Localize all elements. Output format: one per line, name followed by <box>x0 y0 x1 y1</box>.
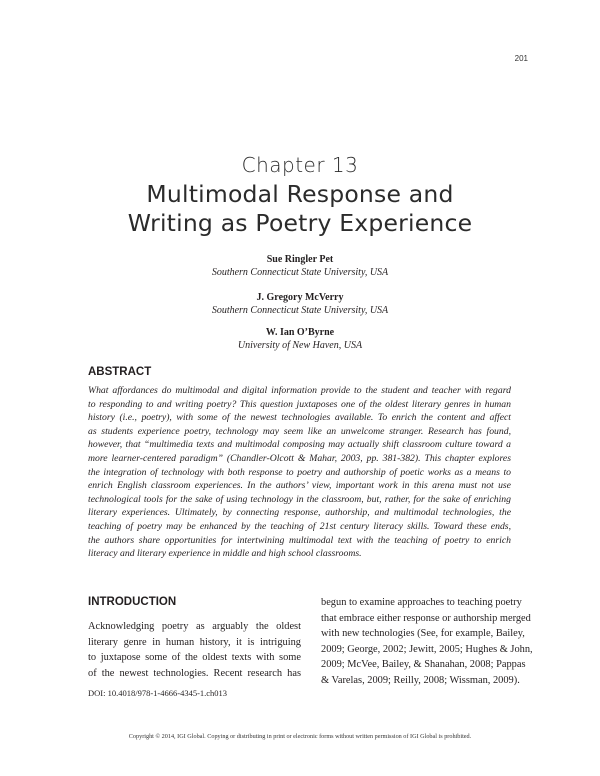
body-line: with new technologies (See, for example, Bailey, <box>321 628 525 639</box>
chapter-title-line: Writing as Poetry Experience <box>127 209 473 237</box>
abstract-line: What affordances do multimodal and digital information provide to the student and teacher with regard <box>88 385 511 396</box>
introduction-left-column <box>88 619 301 681</box>
body-line: 2009; McVee, Bailey, & Shanahan, 2008; Pappas <box>321 659 526 670</box>
author-affiliation: University of New Haven, USA <box>237 340 363 351</box>
abstract-line: the integration of technology with both response to poetry and authorship of poetic works as a means to <box>88 466 511 478</box>
abstract-line: teaching of poetry may be enhanced by the teaching of 21st century literacy skills. Toward these ends, <box>88 520 511 532</box>
body-line: & Varelas, 2009; Reilly, 2008; Wissman, 2009). <box>321 674 520 686</box>
author-affiliation: Southern Connecticut State University, USA <box>211 267 389 278</box>
body-line: of the newest technologies. Recent research has <box>88 667 301 679</box>
abstract-line: more learner-centered paradigm” (Chandler-Olcott & Mahar, 2003, pp. 381-382). This chapter explores <box>88 452 511 464</box>
abstract-line: the authors share opportunities for intertwining multimodal text with the teaching of poetry to enrich <box>88 534 511 546</box>
chapter-label: Chapter 13 <box>241 153 359 177</box>
abstract-line: as students experience poetry, technology may seem like an unwelcome stranger. Research has found, <box>88 425 511 437</box>
abstract-line: literacy and literary experience in middle and high school classrooms. <box>88 548 362 560</box>
author-block <box>0 253 600 279</box>
body-line: begun to examine approaches to teaching poetry <box>321 597 522 608</box>
abstract-line: to responding to and writing poetry? This question juxtaposes one of the oldest literary genres in human <box>88 398 511 410</box>
abstract-heading: ABSTRACT <box>88 366 152 378</box>
body-line: to juxtapose some of the oldest texts with some <box>88 652 301 663</box>
introduction-heading: INTRODUCTION <box>88 596 177 608</box>
introduction-right-column <box>321 595 533 688</box>
doi: DOI: 10.4018/978-1-4666-4345-1.ch013 <box>88 688 228 698</box>
abstract-body <box>88 384 511 561</box>
abstract-line: history (i.e., poetry), with some of the newest technologies available. To enrich the content and affect <box>88 412 511 424</box>
abstract-line: however, that “multimedia texts and multimodal composing may actually shift classroom culture toward a <box>88 439 511 451</box>
abstract-line: enrich English classroom experiences. In the authors’ view, important work in this arena must not use <box>88 480 511 492</box>
author-name: J. Gregory McVerry <box>256 292 344 303</box>
author-name: W. Ian O’Byrne <box>265 327 335 338</box>
author-block <box>0 291 600 317</box>
chapter-title-line: Multimodal Response and <box>146 180 454 208</box>
author-name: Sue Ringler Pet <box>266 254 334 265</box>
body-line: literary genre in human history, it is intriguing <box>88 636 301 648</box>
author-affiliation: Southern Connecticut State University, USA <box>211 305 389 316</box>
chapter-title <box>0 180 600 238</box>
author-block <box>0 326 600 352</box>
body-line: Acknowledging poetry as arguably the oldest <box>88 621 301 632</box>
copyright-notice: Copyright © 2014, IGI Global. Copying or distributing in print or electronic forms without written permission of IGI Global is prohibited. <box>128 733 472 740</box>
abstract-line: technological tools for the sake of using technology in the classroom, but, rather, for the sake of enriching <box>88 493 511 505</box>
body-line: that embrace either response or authorship merged <box>321 612 531 624</box>
body-line: 2009; George, 2002; Jewitt, 2005; Hughes & John, <box>321 643 533 655</box>
abstract-line: literary experiences. Ultimately, by connecting response, authorship, and multimodal technologies, the <box>88 507 511 519</box>
page-number: 201 <box>514 54 528 63</box>
